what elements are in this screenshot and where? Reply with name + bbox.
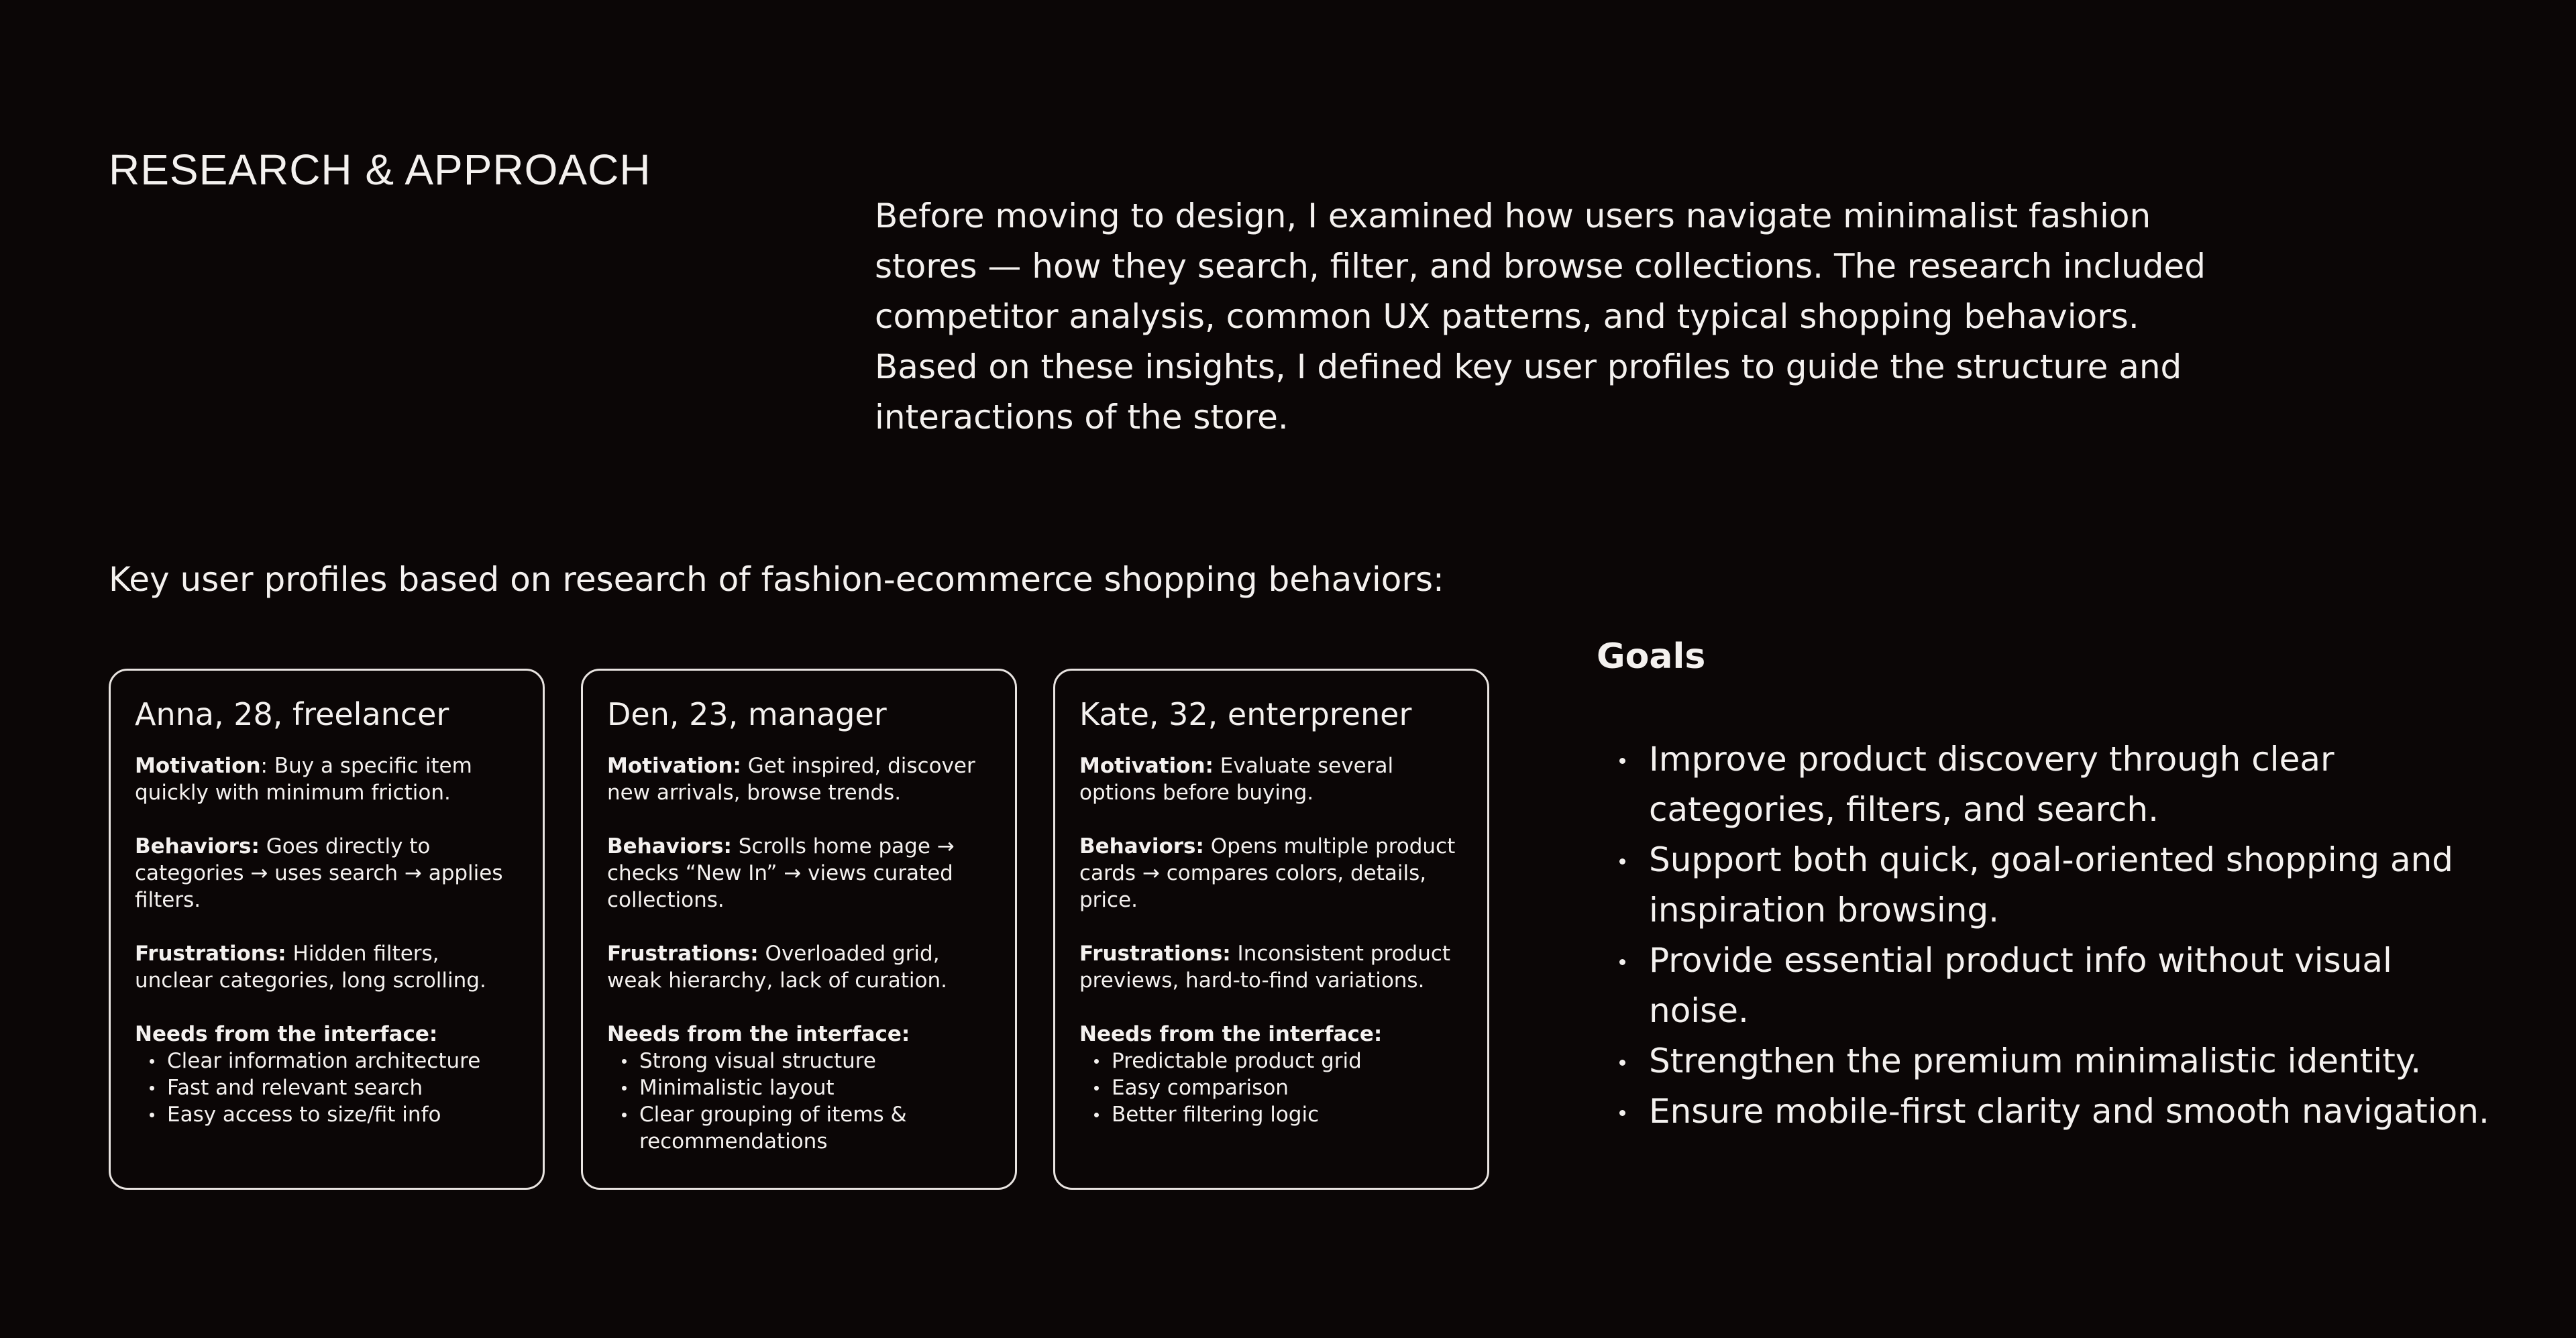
frustrations-text: Inconsistent product previews, hard-to-find variations. — [1079, 942, 1451, 993]
goals-list — [1609, 734, 2501, 1137]
needs-list-item: Clear information architecture — [135, 1048, 519, 1074]
behaviors-text: Scrolls home page → checks “New In” → views curated collections. — [607, 834, 955, 912]
goal-item: Improve product discovery through clear categories, filters, and search. — [1609, 734, 2501, 835]
motivation-label: Motivation: — [607, 754, 741, 778]
goals-title: Goals — [1597, 636, 1706, 677]
needs-label: Needs from the interface: — [1079, 1022, 1383, 1046]
needs-list-item: Easy access to size/fit info — [135, 1101, 519, 1128]
needs-list-item: Predictable product grid — [1079, 1048, 1463, 1074]
behaviors-label: Behaviors: — [607, 834, 732, 858]
profile-frustrations — [1079, 940, 1463, 994]
needs-list-item: Clear grouping of items & recommendations — [607, 1101, 991, 1155]
needs-list-item: Minimalistic layout — [607, 1074, 991, 1101]
motivation-label: Motivation: — [1079, 754, 1214, 778]
goal-item: Strengthen the premium minimalistic identity. — [1609, 1036, 2501, 1086]
motivation-text: Evaluate several options before buying. — [1079, 754, 1394, 805]
needs-list-item: Easy comparison — [1079, 1074, 1463, 1101]
goal-item: Support both quick, goal-oriented shopping and inspiration browsing. — [1609, 835, 2501, 936]
needs-list — [1079, 1048, 1463, 1128]
motivation-label: Motivation — [135, 754, 261, 778]
profile-motivation — [1079, 752, 1463, 806]
needs-label: Needs from the interface: — [607, 1022, 910, 1046]
needs-list-item: Better filtering logic — [1079, 1101, 1463, 1128]
profile-card-title: Den, 23, manager — [607, 696, 887, 732]
profile-behaviors — [607, 833, 991, 913]
profile-motivation — [607, 752, 991, 806]
section-title: RESEARCH & APPROACH — [109, 146, 651, 194]
profile-behaviors — [135, 833, 519, 913]
motivation-text: Get inspired, discover new arrivals, browse trends. — [607, 754, 975, 805]
profile-motivation — [135, 752, 519, 806]
needs-list — [607, 1048, 991, 1155]
profile-behaviors — [1079, 833, 1463, 913]
profiles-lead: Key user profiles based on research of fashion-ecommerce shopping behaviors: — [109, 560, 1444, 599]
needs-list-item: Fast and relevant search — [135, 1074, 519, 1101]
needs-list-item: Strong visual structure — [607, 1048, 991, 1074]
goal-item: Ensure mobile-first clarity and smooth navigation. — [1609, 1086, 2501, 1137]
behaviors-text: Goes directly to categories → uses search → applies filters. — [135, 834, 503, 912]
frustrations-label: Frustrations: — [135, 942, 286, 966]
behaviors-label: Behaviors: — [1079, 834, 1204, 858]
profile-frustrations — [607, 940, 991, 994]
intro-paragraph: Before moving to design, I examined how users navigate minimalist fashion stores — how they search, filter, and browse collections. The research included competitor analysis, common UX patterns, and typical shopping behaviors. Based on these insights, I defined key user profiles to guide the structure and interactions of the store. — [875, 197, 2206, 437]
behaviors-text: Opens multiple product cards → compares colors, details, price. — [1079, 834, 1456, 912]
motivation-text: : Buy a specific item quickly with minimum friction. — [135, 754, 472, 805]
frustrations-label: Frustrations: — [607, 942, 759, 966]
profile-card-kate — [1053, 669, 1489, 1190]
profile-frustrations — [135, 940, 519, 994]
profile-card-anna — [109, 669, 545, 1190]
frustrations-label: Frustrations: — [1079, 942, 1231, 966]
needs-list — [135, 1048, 519, 1128]
goal-item: Provide essential product info without visual noise. — [1609, 936, 2501, 1036]
profile-card-title: Kate, 32, enterprener — [1079, 696, 1412, 732]
frustrations-text: Overloaded grid, weak hierarchy, lack of curation. — [607, 942, 947, 993]
profile-card-den — [581, 669, 1017, 1190]
behaviors-label: Behaviors: — [135, 834, 260, 858]
profile-card-title: Anna, 28, freelancer — [135, 696, 449, 732]
user-profile-cards — [109, 669, 1492, 1190]
needs-label: Needs from the interface: — [135, 1022, 438, 1046]
frustrations-text: Hidden filters, unclear categories, long scrolling. — [135, 942, 486, 993]
